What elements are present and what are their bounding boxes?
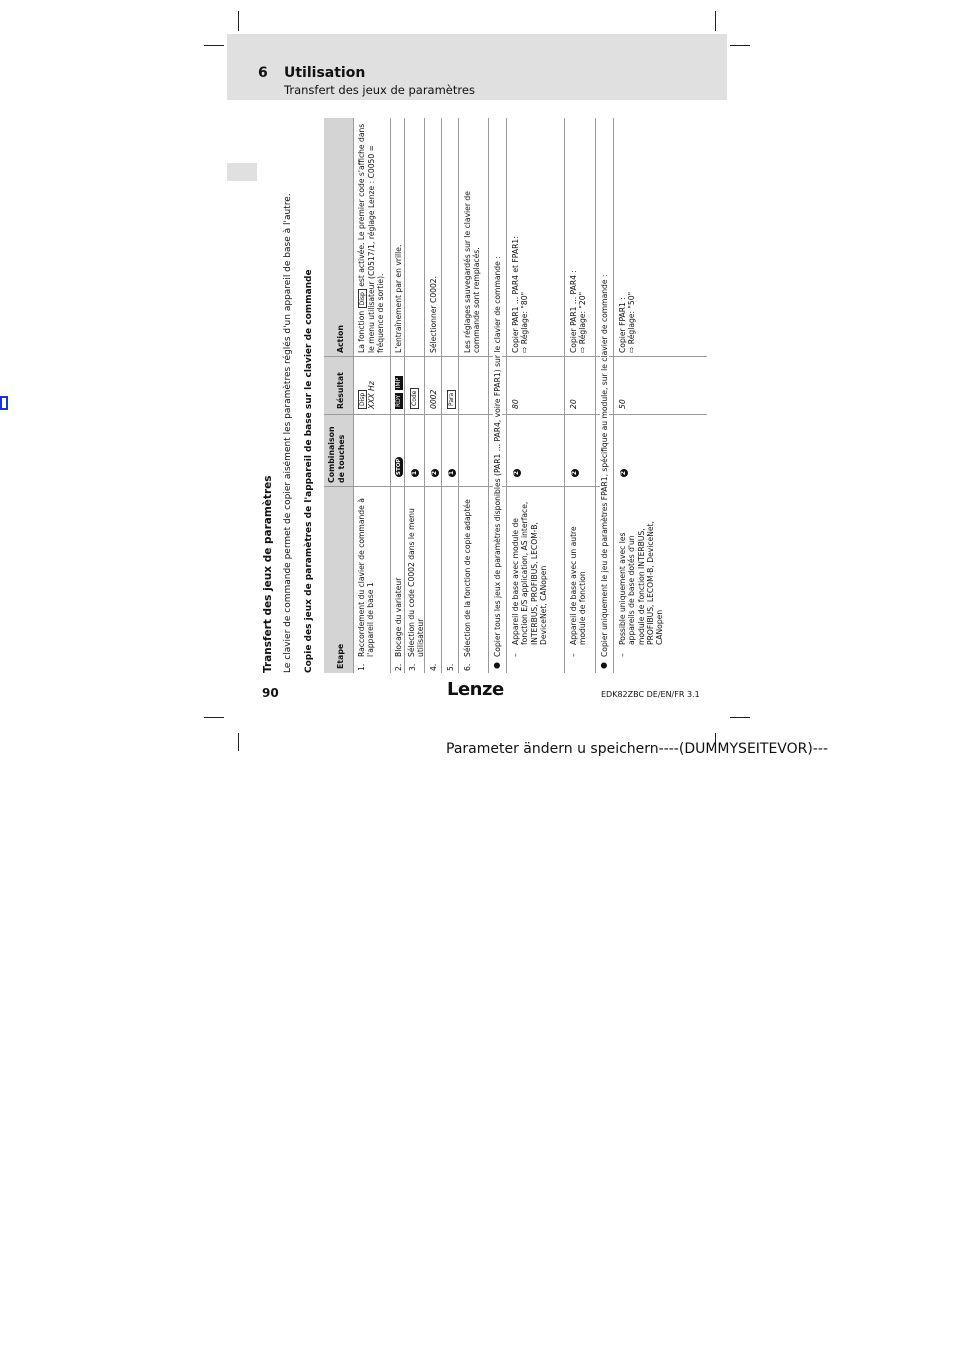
- parameter-table: [324, 118, 707, 673]
- row-number: 6.: [463, 663, 472, 671]
- table-row: [595, 118, 614, 673]
- key-2-icon: 2: [513, 470, 520, 476]
- crop-mark: [238, 11, 239, 31]
- display-para-icon: Para: [447, 390, 456, 409]
- imp-indicator: IMP: [395, 377, 402, 389]
- row-key: [393, 457, 403, 477]
- action-setting: ⇨ Réglage: "80": [520, 291, 530, 353]
- row-action: L'entraînement par en vrille.: [394, 244, 403, 353]
- header-keys: Combinaison de touches: [327, 426, 346, 483]
- intro-title: Transfert des jeux de paramètres: [262, 475, 274, 673]
- row-key: [569, 469, 579, 477]
- action-text: La fonction: [357, 310, 366, 353]
- row-result: [409, 388, 419, 409]
- action-text: est activée. Le premier code s'affiche dans le menu utilisateur (C0517/1, réglage Lenze : C0050 = fréquence de sortie).: [357, 123, 386, 353]
- crop-mark: [204, 717, 224, 718]
- row-step: Possible uniquement avec les appareils de base dotés d'un module de fonction INTERBUS, PROFIBUS, LECOM-B, DeviceNet, CANopen: [618, 521, 664, 645]
- bullet-icon: ●: [599, 662, 608, 669]
- crop-mark: [730, 717, 750, 718]
- table-row: [564, 118, 596, 673]
- dash: –: [618, 653, 627, 657]
- section-heading: Copie des jeux de paramètres de l'appareil de base sur le clavier de commande: [304, 269, 314, 673]
- row-action: Sélectionner C0002.: [429, 275, 438, 353]
- table-header: [324, 118, 353, 673]
- lenze-logo: Lenze: [447, 679, 504, 700]
- row-result: 20: [569, 399, 578, 409]
- dash: –: [511, 653, 520, 657]
- running-footer: Parameter ändern u speichern----(DUMMYSEITEVOR)---: [446, 741, 829, 757]
- row-step: Raccordement du clavier de commande à l'appareil de base 1: [357, 498, 376, 657]
- row-action: [618, 292, 637, 353]
- crop-mark: [238, 733, 239, 751]
- row-step: Appareil de base avec module de fonction E/S application, AS interface, INTERBUS, PROFIBUS, LECOM-B, DeviceNet, CANopen: [511, 501, 548, 645]
- table-row: [424, 118, 442, 673]
- row-result: 0002: [429, 389, 438, 409]
- action-setting: ⇨ Réglage: "20": [578, 291, 588, 353]
- dash: –: [569, 653, 578, 657]
- row-step: Appareil de base avec un autre module de fonction: [569, 526, 588, 645]
- crop-mark: [204, 45, 224, 46]
- row-key: [429, 469, 439, 477]
- display-disp-icon: Disp: [358, 289, 367, 308]
- group-heading: Copier uniquement le jeu de paramètres FPAR1, spécifique au module, sur le clavier de commande :: [600, 274, 609, 657]
- row-step: Sélection du code C0002 dans le menu utilisateur: [407, 508, 426, 657]
- row-action: [357, 121, 386, 353]
- row-step: Blocage du variateur: [394, 577, 403, 657]
- row-key: [446, 469, 456, 477]
- table-row: [441, 118, 459, 673]
- table-row: [390, 118, 405, 673]
- row-result: [393, 376, 403, 409]
- key-1-icon: 1: [411, 470, 418, 476]
- key-2-icon: 2: [620, 470, 627, 476]
- action-setting: ⇨ Réglage: "50": [627, 291, 637, 353]
- chapter-number: 6: [258, 65, 268, 81]
- table-row: [353, 118, 391, 673]
- row-result: 80: [511, 399, 520, 409]
- row-number: 1.: [357, 663, 366, 671]
- row-result: [446, 390, 456, 409]
- header-action: Action: [336, 325, 345, 353]
- action-text: Copier PAR1 ... PAR4 :: [569, 270, 578, 353]
- header-result: Résultat: [336, 372, 345, 409]
- key-2-icon: 2: [431, 470, 438, 476]
- row-result: [357, 381, 376, 409]
- row-number: 2.: [394, 663, 403, 671]
- action-text: Copier PAR1 ... PAR4 et FPAR1:: [511, 236, 520, 353]
- rotated-content: [262, 118, 712, 673]
- action-text: Copier FPAR1 :: [618, 297, 627, 353]
- row-action: [511, 236, 530, 353]
- row-key: [409, 469, 419, 477]
- table-row: [488, 118, 507, 673]
- row-number: 5.: [446, 663, 455, 671]
- row-key: [618, 469, 628, 477]
- row-number: 4.: [429, 663, 438, 671]
- key-2-icon: 2: [571, 470, 578, 476]
- row-result: 50: [618, 399, 627, 409]
- intro-text: Le clavier de commande permet de copier aisément les paramètres réglés d'un appareil de base à l'autre.: [283, 193, 293, 673]
- row-number: 3.: [408, 663, 417, 671]
- row-step: Sélection de la fonction de copie adaptée: [463, 499, 472, 657]
- section-title: Transfert des jeux de paramètres: [284, 83, 475, 97]
- bullet-icon: ●: [492, 662, 501, 669]
- display-code-icon: Code: [410, 388, 419, 409]
- crop-mark: [730, 45, 750, 46]
- key-1-icon: 1: [448, 470, 455, 476]
- stop-key-icon: STOP: [396, 458, 402, 475]
- row-action: Les réglages sauvegardés sur le clavier de commande sont remplacés.: [463, 191, 482, 353]
- crop-mark: [715, 11, 716, 31]
- group-heading: Copier tous les jeux de paramètres disponibles (PAR1 ... PAR4, voire FPAR1) sur le clavier de commande :: [493, 256, 502, 657]
- header-step: Etape: [336, 643, 345, 669]
- table-row: [613, 118, 708, 673]
- table-row: [506, 118, 565, 673]
- page-number: 90: [262, 686, 279, 700]
- edge-marker: [0, 396, 8, 410]
- table-row: [404, 118, 425, 673]
- display-disp-icon: Disp: [358, 390, 367, 409]
- side-tab: [227, 163, 257, 181]
- result-value: XXX Hz: [367, 381, 376, 409]
- rdy-indicator: RDY: [395, 394, 402, 407]
- row-action: [569, 270, 588, 353]
- row-key: [511, 469, 521, 477]
- chapter-title: Utilisation: [284, 65, 366, 81]
- table-row: [458, 118, 489, 673]
- document-reference: EDK82ZBC DE/EN/FR 3.1: [601, 690, 700, 699]
